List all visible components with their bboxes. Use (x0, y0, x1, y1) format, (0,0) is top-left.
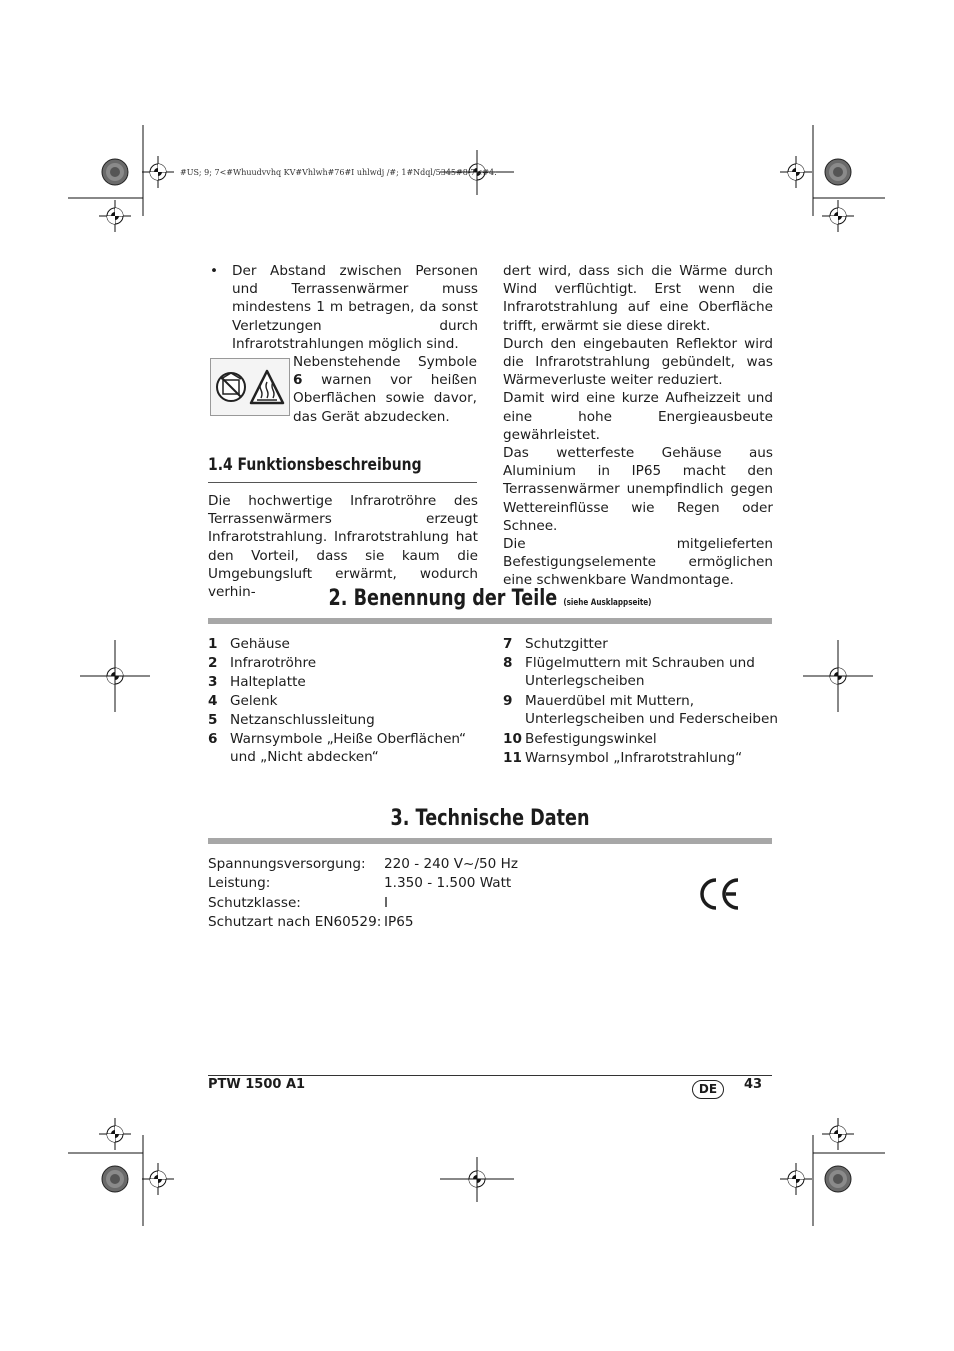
section-heading-1-4: 1.4 Funktionsbeschreibung (208, 455, 422, 475)
part-number: 11 (503, 750, 522, 766)
spec-value: IP65 (384, 913, 414, 930)
part-label: Halteplatte (230, 674, 306, 690)
part-item (208, 673, 306, 691)
part-item (208, 654, 316, 672)
language-badge: DE (692, 1080, 724, 1099)
part-item (503, 654, 755, 690)
hot-surface-warning-icon (251, 371, 283, 403)
right-column-text (503, 262, 773, 590)
paragraph: dert wird, dass sich die Wärme durch Wind verflüchtigt. Erst wenn die Infrarotstrahlung auf eine Oberfläche trifft, erwärmt sie diese direkt. (503, 263, 773, 334)
paragraph: Damit wird eine kurze Aufheizzeit und eine hohe Energieausbeute gewährleistet. (503, 390, 773, 443)
part-number: 3 (208, 674, 218, 690)
spec-label: Spannungsversorgung: (208, 856, 366, 872)
color-target-icon (825, 1166, 851, 1192)
section-heading-3: 3. Technische Daten (390, 806, 590, 831)
part-label: Warnsymbol „Infrarotstrahlung“ (525, 750, 743, 766)
spec-label: Schutzart nach EN60529: (208, 913, 382, 930)
footer-model: PTW 1500 A1 (208, 1077, 306, 1092)
section-rule (208, 618, 772, 624)
part-item (503, 730, 657, 748)
part-number: 5 (208, 712, 218, 728)
page-number: 43 (744, 1077, 763, 1092)
warning-symbols (210, 358, 290, 416)
part-number: 6 (208, 731, 218, 747)
symbol-description: Nebenstehende Symbole 6 warnen vor heißen Oberflächen sowie davor, das Gerät abzudecken. (293, 354, 477, 425)
ce-mark (698, 876, 742, 916)
bullet-dot: • (210, 263, 219, 279)
part-number: 10 (503, 731, 522, 747)
heading-rule (208, 482, 477, 483)
footer-rule (208, 1075, 772, 1076)
paragraph: Das wetterfeste Gehäuse aus Aluminium in IP65 macht den Terrassenwärmer unempfindlich gegen Wettereinflüsse wie Regen oder Schnee. (503, 445, 773, 534)
paragraph: Durch den eingebauten Reflektor wird die Infrarotstrahlung gebündelt, was Wärmeverluste weiter reduziert. (503, 335, 773, 389)
part-label: Gelenk (230, 693, 278, 709)
part-number: 7 (503, 636, 513, 652)
part-item (503, 692, 778, 728)
part-item (208, 635, 290, 653)
part-item (208, 730, 466, 766)
no-cover-warning-icon (217, 373, 245, 401)
spec-value: I (384, 894, 389, 911)
part-label: Infrarotröhre (230, 655, 317, 671)
part-number: 9 (503, 693, 513, 709)
section-heading-2: 2. Benennung der Teile (siehe Ausklappseite) (328, 586, 652, 611)
part-label: Netzanschlussleitung (230, 712, 375, 728)
part-label: Befestigungswinkel (525, 731, 657, 747)
part-item (503, 635, 608, 653)
section-rule (208, 838, 772, 844)
part-label: Mauerdübel mit Muttern, Unterlegscheiben und Federscheiben (525, 693, 778, 728)
printer-slug: #US; 9; 7<#Whuudvvhq KV#Vhlwh#76#I uhlwdj /#; 1#Ndql/5345#8-7<#4: (180, 168, 497, 177)
part-label: Schutzgitter (525, 636, 608, 652)
part-item (208, 711, 375, 729)
function-description: Die hochwertige Infrarotröhre des Terrassenwärmers erzeugt Infrarotstrahlung. Infrarotstrahlung hat den Vorteil, dass sie kaum die Umgebungsluft erwärmt, wodurch verhin- (208, 493, 478, 601)
spec-value: 1.350 - 1.500 Watt (384, 875, 512, 892)
part-label: Gehäuse (230, 636, 290, 652)
part-number: 4 (208, 693, 218, 709)
part-item (208, 692, 278, 710)
color-target-icon (102, 1166, 128, 1192)
bullet-text: Der Abstand zwischen Personen und Terrassenwärmer muss mindestens 1 m betragen, da sonst Verletzungen durch Infrarotstrahlungen möglich sind. (232, 263, 478, 352)
part-number: 2 (208, 655, 218, 671)
part-label: Warnsymbole „Heiße Oberflächen“ und „Nicht abdecken“ (230, 731, 467, 766)
part-item (503, 749, 742, 767)
color-target-icon (825, 159, 851, 185)
spec-label: Schutzklasse: (208, 894, 301, 911)
part-label: Flügelmuttern mit Schrauben und Unterlegscheiben (525, 655, 755, 690)
part-number: 8 (503, 655, 513, 671)
spec-label: Leistung: (208, 875, 271, 892)
color-target-icon (102, 159, 128, 185)
spec-value: 220 - 240 V~/50 Hz (384, 856, 519, 872)
bullet-item (208, 262, 478, 353)
paragraph: Die mitgelieferten Befestigungselemente ermöglichen eine schwenkbare Wandmontage. (503, 536, 773, 589)
part-number: 1 (208, 636, 218, 652)
